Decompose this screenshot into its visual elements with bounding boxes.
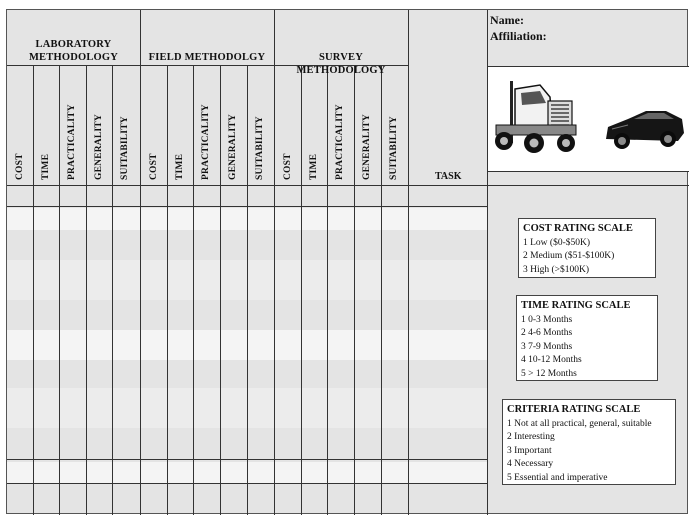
col-survey-practicality: PRACTICALITY	[335, 104, 345, 180]
col-survey-suitability: SUITABILITY	[389, 116, 399, 180]
col-field-practicality: PRACTICALITY	[201, 104, 211, 180]
col-lab-suitability: SUITABILITY	[120, 116, 130, 180]
col-task: TASK	[435, 171, 462, 182]
rating-form	[6, 9, 688, 514]
group-survey-methodology: SURVEY METHODOLOGY	[296, 52, 386, 76]
vehicle-images	[488, 67, 689, 171]
col-survey-cost: COST	[283, 153, 293, 180]
col-lab-cost: COST	[15, 153, 25, 180]
col-field-cost: COST	[149, 153, 159, 180]
group-laboratory-methodology: LABORATORY METHODOLOGY	[28, 39, 119, 63]
col-survey-generality: GENERALITY	[362, 114, 372, 180]
affiliation-label: Affiliation:	[490, 29, 547, 43]
group-field-methodology: FIELD METHODOLGY	[148, 52, 266, 63]
name-label: Name:	[490, 13, 524, 27]
col-field-time: TIME	[175, 153, 185, 180]
col-lab-generality: GENERALITY	[94, 114, 104, 180]
col-field-generality: GENERALITY	[228, 114, 238, 180]
col-field-suitability: SUITABILITY	[255, 116, 265, 180]
col-lab-practicality: PRACTICALITY	[67, 104, 77, 180]
cost-rating-scale: COST RATING SCALE 1 Low ($0-$50K) 2 Medium ($51-$100K) 3 High (>$100K)	[518, 218, 656, 278]
sports-car-icon	[488, 67, 689, 171]
criteria-rating-scale: CRITERIA RATING SCALE 1 Not at all practical, general, suitable 2 Interesting 3 Important 4 Necessary 5 Essential and imperative	[502, 399, 676, 485]
col-lab-time: TIME	[41, 153, 51, 180]
time-rating-scale: TIME RATING SCALE 1 0-3 Months 2 4-6 Months 3 7-9 Months 4 10-12 Months 5 > 12 Months	[516, 295, 658, 381]
col-survey-time: TIME	[309, 153, 319, 180]
